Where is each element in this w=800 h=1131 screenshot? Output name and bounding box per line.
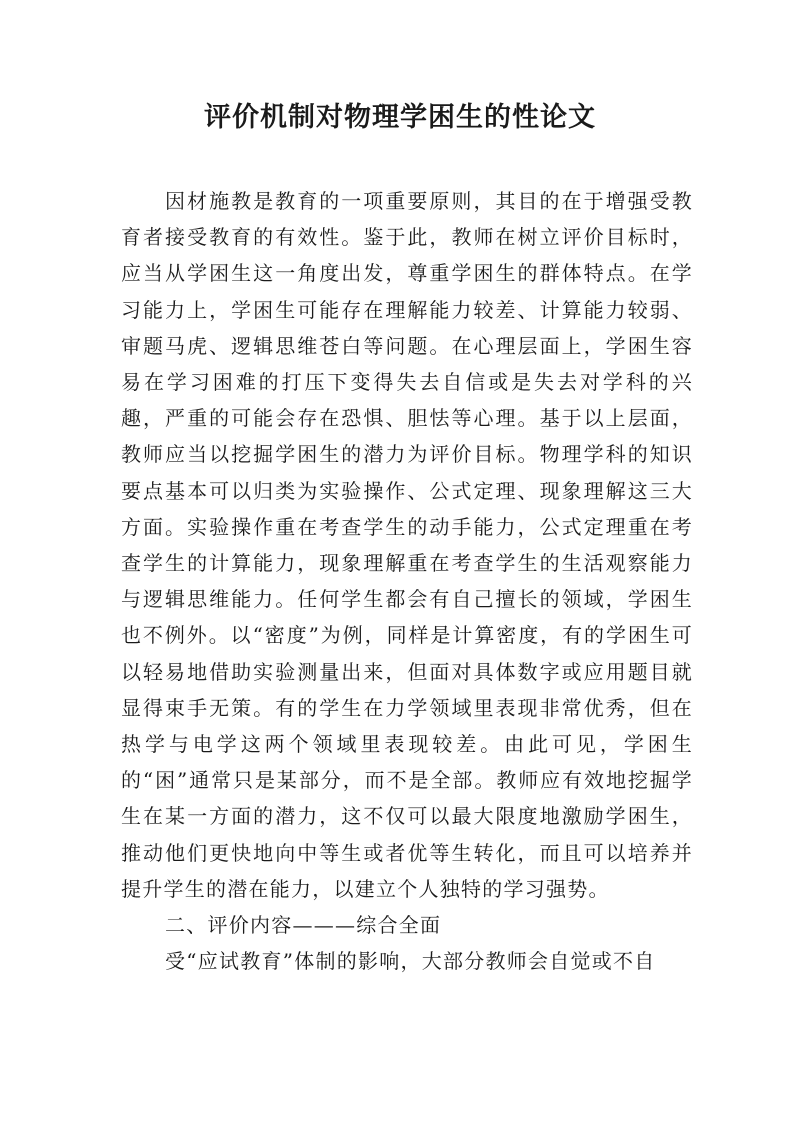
section-heading: 二、评价内容———综合全面 [165, 913, 442, 938]
body-paragraph: 因材施教是教育的一项重要原则，其目的在于增强受教育者接受教育的有效性。鉴于此，教师在树立评价目标时，应当从学困生这一角度出发，尊重学困生的群体特点。在学习能力上，学困生可能存在理解能力较差、计算能力较弱、审题马虎、逻辑思维苍白等问题。在心理层面上，学困生容易在学习困难的打压下变得失去自信或是失去对学科的兴趣，严重的可能会存在恐惧、胆怯等心理。基于以上层面，教师应当以挖掘学困生的潜力为评价目标。物理学科的知识要点基本可以归类为实验操作、公式定理、现象理解这三大方面。实验操作重在考查学生的动手能力，公式定理重在考查学生的计算能力，现象理解重在考查学生的生活观察能力与逻辑思维能力。任何学生都会有自己擅长的领域，学困生也不例外。以“密度”为例，同样是计算密度，有的学困生可以轻易地借助实验测量出来，但面对具体数字或应用题目就显得束手无策。有的学生在力学领域里表现非常优秀，但在热学与电学这两个领域里表现较差。由此可见，学困生的“困”通常只是某部分，而不是全部。教师应有效地挖掘学生在某一方面的潜力，这不仅可以最大限度地激励学困生，推动他们更快地向中等生或者优等生转化，而且可以培养并提升学生的潜在能力，以建立个人独特的学习强势。 [121, 189, 693, 901]
body-paragraph: 受“应试教育”体制的影响，大部分教师会自觉或不自 [165, 949, 656, 974]
document-title: 评价机制对物理学困生的性论文 [204, 102, 596, 133]
document-body [121, 183, 693, 979]
